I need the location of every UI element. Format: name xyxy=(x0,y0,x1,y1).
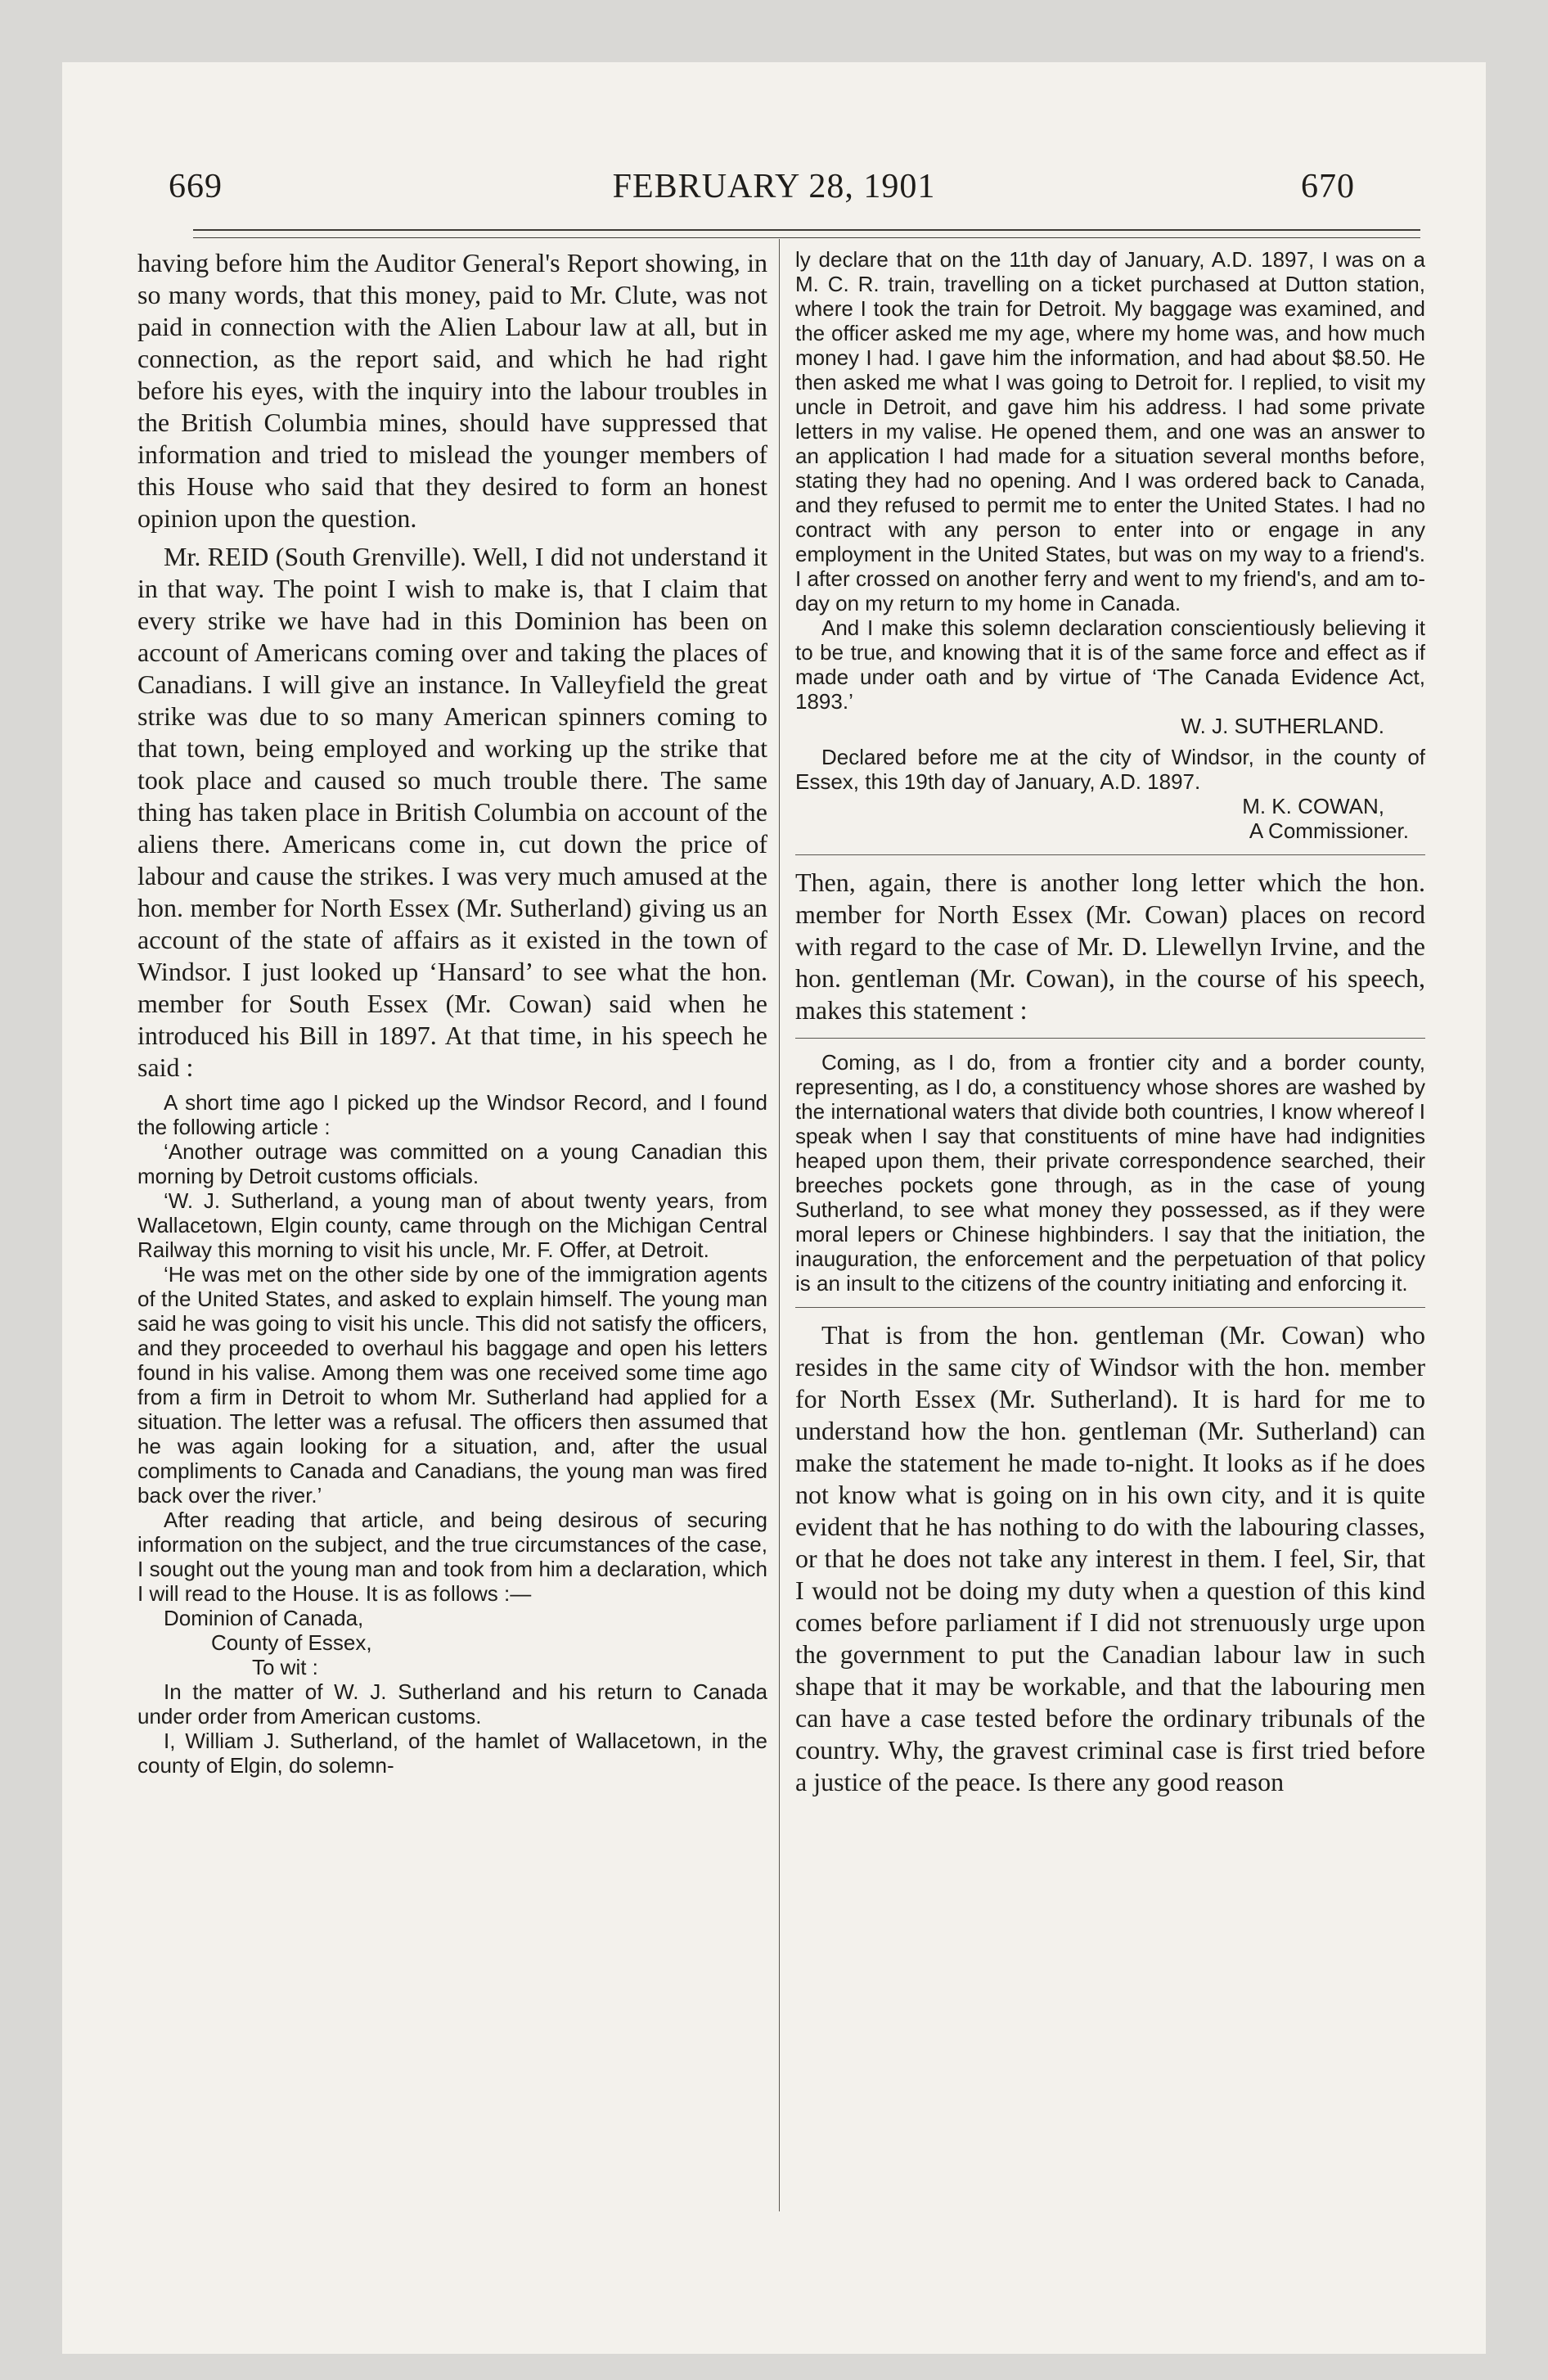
declaration-text: ly declare that on the 11th day of January, A.D. 1897, I was on a M. C. R. train, travelling on a ticket purchased at Dutton station, where I took the train for Detroit. My baggage was examined, and the officer asked me my age, where my home was, and how much money I had. I gave him the information, and had about $8.50. He then asked me what I was going to Detroit for. I replied, to visit my uncle in Detroit, and gave him his address. I had some private letters in my valise. He opened them, and one was an answer to an application I had made for a situation several months before, stating they had no opening. And I was ordered back to Canada, and they refused to permit me to enter the United States. I had no contract with any person to enter into or engage in any employment in the United States, but was on my way to a friend's. I after crossed on another ferry and went to my friend's, and am to-day on my return to my home in Canada. xyxy=(795,247,1425,615)
declaration-heading: To wit : xyxy=(252,1655,318,1679)
commissioner-name: M. K. COWAN, xyxy=(1242,794,1384,818)
section-rule xyxy=(795,1307,1425,1308)
signature-name: W. J. SUTHERLAND. xyxy=(1181,714,1384,738)
column-left xyxy=(137,247,767,1778)
quoted-article: ‘W. J. Sutherland, a young man of about twenty years, from Wallacetown, Elgin county, came through on the Michigan Central Railway this morning to visit his uncle, Mr. F. Offer, at Detroit. xyxy=(137,1188,767,1262)
header-rule-thin xyxy=(193,237,1420,238)
paragraph-reid: Mr. REID (South Grenville). Well, I did not understand it in that way. The point I wish to make is, that I claim that every strike we have had in this Dominion has been on account of Americans coming over and taking the places of Canadians. I will give an instance. In Valleyfield the great strike was due to so many American spinners coming to that town, being employed and working up the strike that took place and caused so much trouble there. The same thing has taken place in British Columbia on account of the aliens there. Americans come in, cut down the price of labour and cause the strikes. I was very much amused at the hon. member for North Essex (Mr. Sutherland) giving us an account of the state of affairs as it existed in the town of Windsor. I just looked up ‘Hansard’ to see what the hon. member for South Essex (Mr. Cowan) said when he introduced his Bill in 1897. At that time, in his speech he said : xyxy=(137,542,767,1082)
paragraph: having before him the Auditor General's Report showing, in so many words, that this money, paid to Mr. Clute, was not paid in connection with the Alien Labour law at all, but in connection, as the report said, and which he had right before his eyes, with the inquiry into the labour troubles in the British Columbia mines, should have suppressed that information and tried to mislead the younger members of this House who said that they desired to form an honest opinion upon the question. xyxy=(137,248,767,533)
header-date: FEBRUARY 28, 1901 xyxy=(612,168,936,205)
quoted-article: ‘Another outrage was committed on a young Canadian this morning by Detroit customs officials. xyxy=(137,1139,767,1188)
declaration-text: I, William J. Sutherland, of the hamlet of Wallacetown, in the county of Elgin, do solemn- xyxy=(137,1729,767,1778)
commissioner-title: A Commissioner. xyxy=(1249,818,1409,843)
column-right xyxy=(795,247,1425,1798)
paragraph: That is from the hon. gentleman (Mr. Cowan) who resides in the same city of Windsor with the hon. member for North Essex (Mr. Sutherland). It is hard for me to understand how the hon. gentleman (Mr. Sutherland) can make the statement he made to-night. It looks as if he does not know what is going on in his own city, and it is quite evident that he has nothing to do with the labouring classes, or that he does not take any interest in them. I feel, Sir, that I would not be doing my duty when a question of this kind comes before parliament if I did not strenuously urge upon the government to put the Canadian labour law in such shape that it may be workable, and that the labouring men can have a case tested before the ordinary tribunals of the country. Why, the gravest criminal case is first tried before a justice of the peace. Is there any good reason xyxy=(795,1320,1425,1796)
page-number-left: 669 xyxy=(169,168,223,205)
section-rule xyxy=(795,854,1425,855)
declaration-text: In the matter of W. J. Sutherland and his return to Canada under order from American customs. xyxy=(137,1679,767,1729)
declaration-text: And I make this solemn declaration conscientiously believing it to be true, and knowing that it is of the same force and effect as if made under oath and by virtue of ‘The Canada Evidence Act, 1893.’ xyxy=(795,615,1425,714)
running-header xyxy=(62,167,1486,224)
header-rule xyxy=(193,229,1420,231)
quoted-paragraph: After reading that article, and being desirous of securing information on the subject, and the true circumstances of the case, I sought out the young man and took from him a declaration, which I will read to the House. It is as follows :— xyxy=(137,1508,767,1606)
column-divider xyxy=(779,239,780,2211)
declaration-heading: County of Essex, xyxy=(211,1630,372,1655)
quoted-paragraph: A short time ago I picked up the Windsor Record, and I found the following article : xyxy=(137,1090,767,1139)
paragraph: Then, again, there is another long letter which the hon. member for North Essex (Mr. Cowan) places on record with regard to the case of Mr. D. Llewellyn Irvine, and the hon. gentleman (Mr. Cowan), in the course of his speech, makes this statement : xyxy=(795,868,1425,1025)
page-number-right: 670 xyxy=(1301,168,1355,205)
declaration-heading: Dominion of Canada, xyxy=(164,1606,364,1630)
declaration-attestation: Declared before me at the city of Windsor, in the county of Essex, this 19th day of January, A.D. 1897. xyxy=(795,745,1425,794)
section-rule xyxy=(795,1038,1425,1039)
page xyxy=(62,62,1486,2354)
quoted-paragraph: Coming, as I do, from a frontier city and a border county, representing, as I do, a constituency whose shores are washed by the international waters that divide both countries, I know whereof I speak when I say that constituents of mine have had indignities heaped upon them, their private correspondence searched, their breeches pockets gone through, as in the case of young Sutherland, to see what money they possessed, as if they were moral lepers or Chinese highbinders. I say that the initiation, the inauguration, the enforcement and the perpetuation of that policy is an insult to the citizens of the country initiating and enforcing it. xyxy=(795,1050,1425,1296)
quoted-article: ‘He was met on the other side by one of the immigration agents of the United States, and asked to explain himself. The young man said he was going to visit his uncle. This did not satisfy the officers, and they proceeded to overhaul his baggage and open his letters found in his valise. Among them was one received some time ago from a firm in Detroit to whom Mr. Sutherland had applied for a situation. The letter was a refusal. The officers then assumed that he was again looking for a situation, and, after the usual compliments to Canada and Canadians, the young man was fired back over the river.’ xyxy=(137,1262,767,1508)
